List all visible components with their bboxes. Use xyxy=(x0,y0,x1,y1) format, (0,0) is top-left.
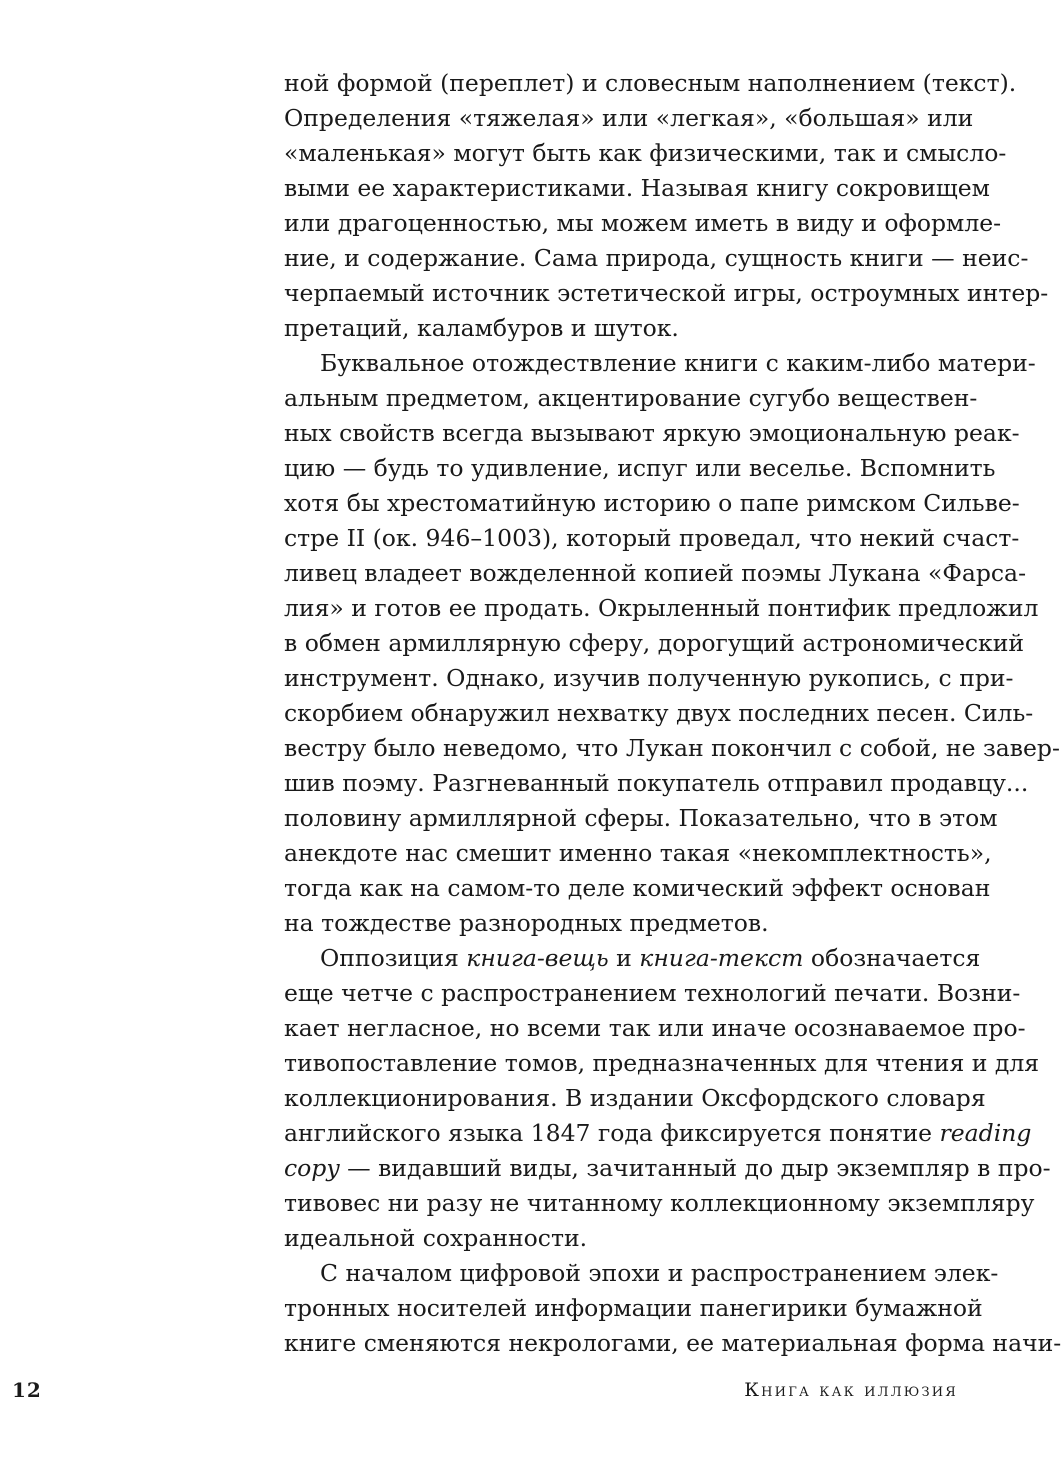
text-line: ной формой (переплет) и словесным наполнением (текст). xyxy=(284,69,1017,97)
text-line: стре II (ок. 946–1003), который проведал, что некий счаст- xyxy=(284,524,1020,552)
text-line: цию — будь то удивление, испуг или веселье. Вспомнить xyxy=(284,454,996,482)
text-line xyxy=(284,1116,1032,1151)
text-line: альным предметом, акцентирование сугубо веществен- xyxy=(284,384,978,412)
text-line: выми ее характеристиками. Называя книгу сокровищем xyxy=(284,174,990,202)
text-run: обозначается xyxy=(803,944,981,972)
italic-term: reading xyxy=(939,1119,1032,1147)
text-line: «маленькая» могут быть как физическими, так и смысло- xyxy=(284,139,1007,167)
page-number: 12 xyxy=(12,1378,42,1402)
text-line: анекдоте нас смешит именно такая «некомплектность», xyxy=(284,839,992,867)
italic-term: книга-текст xyxy=(639,944,804,972)
text-line: претаций, каламбуров и шуток. xyxy=(284,314,679,342)
text-line: шив поэму. Разгневанный покупатель отправил продавцу... xyxy=(284,769,1029,797)
text-line: тивовес ни разу не читанному коллекционному экземпляру xyxy=(284,1189,1035,1217)
text-line: ных свойств всегда вызывают яркую эмоциональную реак- xyxy=(284,419,1020,447)
text-line: идеальной сохранности. xyxy=(284,1224,588,1252)
text-line: лия» и готов ее продать. Окрыленный понтифик предложил xyxy=(284,594,1039,622)
text-line: половину армиллярной сферы. Показательно, что в этом xyxy=(284,804,998,832)
text-line: черпаемый источник эстетической игры, остроумных интер- xyxy=(284,279,1049,307)
text-line: С началом цифровой эпохи и распространением элек- xyxy=(320,1259,999,1287)
text-line xyxy=(284,941,981,976)
italic-term: книга-вещь xyxy=(466,944,609,972)
text-line: коллекционирования. В издании Оксфордского словаря xyxy=(284,1084,986,1112)
text-line: тогда как на самом-то деле комический эффект основан xyxy=(284,874,991,902)
text-line: на тождестве разнородных предметов. xyxy=(284,909,769,937)
text-line: тивопоставление томов, предназначенных для чтения и для xyxy=(284,1049,1040,1077)
text-line: еще четче с распространением технологий печати. Возни- xyxy=(284,979,1021,1007)
text-run: и xyxy=(608,944,640,972)
text-line: хотя бы хрестоматийную историю о папе римском Сильве- xyxy=(284,489,1020,517)
text-line: в обмен армиллярную сферу, дорогущий астрономический xyxy=(284,629,1025,657)
text-line: инструмент. Однако, изучив полученную рукопись, с при- xyxy=(284,664,1014,692)
running-title: Книга как иллюзия xyxy=(744,1379,958,1401)
text-line: книге сменяются некрологами, ее материальная форма начи- xyxy=(284,1329,1061,1357)
text-run: английского языка 1847 года фиксируется понятие xyxy=(284,1119,940,1147)
text-line: Определения «тяжелая» или «легкая», «большая» или xyxy=(284,104,974,132)
text-line: кает негласное, но всеми так или иначе осознаваемое про- xyxy=(284,1014,1026,1042)
text-line: ние, и содержание. Сама природа, сущность книги — неис- xyxy=(284,244,1029,272)
text-line: вестру было неведомо, что Лукан покончил с собой, не завер- xyxy=(284,734,1060,762)
text-line: скорбием обнаружил нехватку двух последних песен. Силь- xyxy=(284,699,1034,727)
italic-term: copy xyxy=(284,1154,340,1182)
text-run: Оппозиция xyxy=(320,944,467,972)
text-line: или драгоценностью, мы можем иметь в виду и оформле- xyxy=(284,209,1002,237)
text-line xyxy=(284,1151,1051,1186)
text-run: — видавший виды, зачитанный до дыр экземпляр в про- xyxy=(339,1154,1051,1182)
text-line: Буквальное отождествление книги с каким-либо матери- xyxy=(320,349,1036,377)
text-line: ливец владеет вожделенной копией поэмы Лукана «Фарса- xyxy=(284,559,1027,587)
text-line: тронных носителей информации панегирики бумажной xyxy=(284,1294,983,1322)
